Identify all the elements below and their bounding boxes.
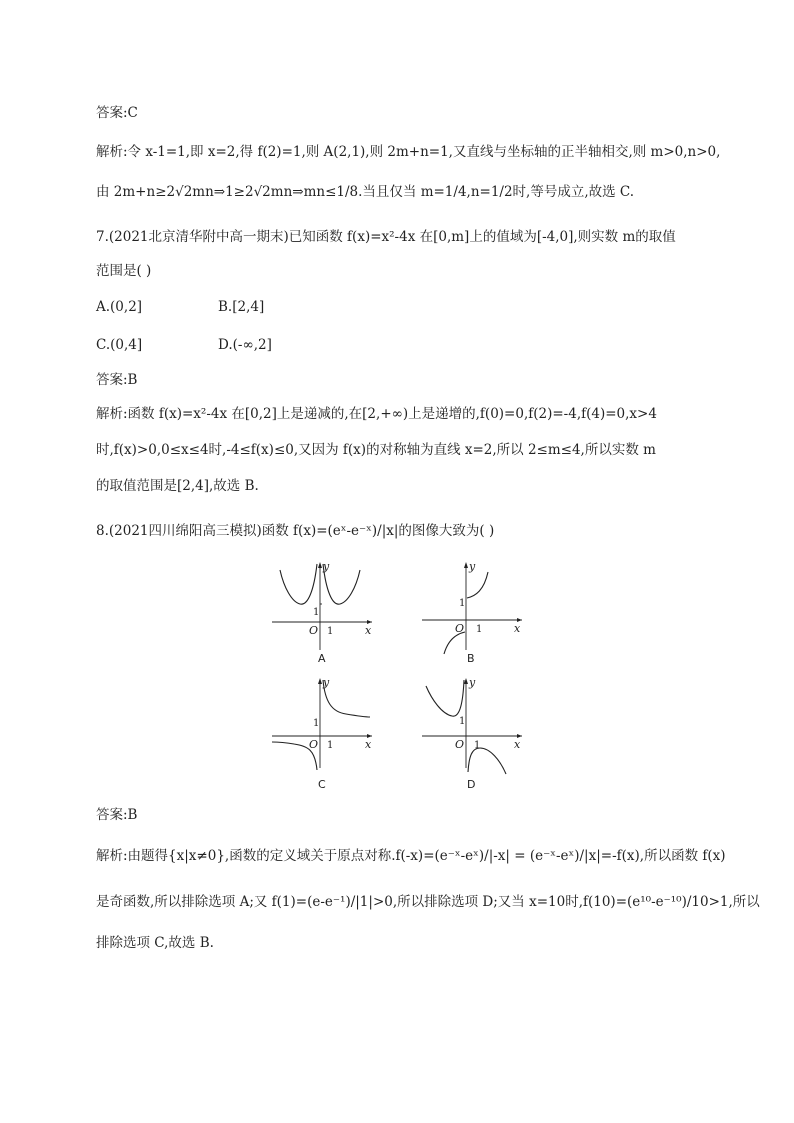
graph-b-y-tick: 1 bbox=[459, 598, 466, 609]
graph-c-y-tick: 1 bbox=[313, 718, 320, 729]
graph-d bbox=[418, 676, 528, 772]
graph-d-y-tick: 1 bbox=[459, 716, 466, 727]
graph-d-origin: O bbox=[455, 738, 465, 751]
graph-b-y-label: y bbox=[469, 560, 476, 573]
q6-answer: 答案:C bbox=[96, 105, 138, 121]
graph-b-origin: O bbox=[455, 622, 465, 635]
q8-analysis-line-3: 排除选项 C,故选 B. bbox=[96, 935, 214, 951]
q7-analysis-line-1: 解析:函数 f(x)=x²-4x 在[0,2]上是递减的,在[2,+∞)上是递增的,f(0)=0,f(2)=-4,f(4)=0,x>4 bbox=[96, 406, 657, 422]
graph-a-y-tick: 1 bbox=[313, 607, 320, 618]
q7-answer: 答案:B bbox=[96, 372, 138, 388]
q7-analysis-line-3: 的取值范围是[2,4],故选 B. bbox=[96, 478, 259, 494]
q7-option-c: C.(0,4] bbox=[96, 337, 143, 353]
graph-c-y-label: y bbox=[323, 676, 330, 689]
graph-c-origin: O bbox=[309, 738, 319, 751]
graph-a-x-label: x bbox=[365, 624, 372, 637]
graph-a-origin: O bbox=[309, 624, 319, 637]
q6-analysis-line-2: 由 2m+n≥2√2mn⇒1≥2√2mn⇒mn≤1/8.当且仅当 m=1/4,n=1/2时,等号成立,故选 C. bbox=[96, 184, 635, 200]
graph-c bbox=[268, 676, 378, 772]
graph-b-x-label: x bbox=[514, 622, 521, 635]
q8-stem: 8.(2021四川绵阳高三模拟)函数 f(x)=(eˣ-e⁻ˣ)/|x|的图像大致为( ) bbox=[96, 523, 495, 539]
graph-c-label: C bbox=[318, 778, 326, 791]
q8-answer: 答案:B bbox=[96, 807, 138, 823]
graph-a-y-label: y bbox=[323, 560, 330, 573]
q8-analysis-line-1: 解析:由题得{x|x≠0},函数的定义域关于原点对称.f(-x)=(e⁻ˣ-eˣ)/|-x| = (e⁻ˣ-eˣ)/|x|=-f(x),所以函数 f(x) bbox=[96, 848, 726, 864]
q7-stem-line-1: 7.(2021北京清华附中高一期末)已知函数 f(x)=x²-4x 在[0,m]上的值域为[-4,0],则实数 m的取值 bbox=[96, 229, 676, 245]
q7-analysis-line-2: 时,f(x)>0,0≤x≤4时,-4≤f(x)≤0,又因为 f(x)的对称轴为直线 x=2,所以 2≤m≤4,所以实数 m bbox=[96, 442, 656, 458]
graph-b-label: B bbox=[467, 652, 475, 665]
graph-d-label: D bbox=[467, 778, 476, 791]
q7-option-b: B.[2,4] bbox=[218, 299, 265, 315]
graph-a-x-tick: 1 bbox=[327, 626, 334, 637]
graph-a-label: A bbox=[318, 652, 326, 665]
graph-a bbox=[268, 560, 378, 652]
q7-option-d: D.(-∞,2] bbox=[218, 337, 272, 353]
graph-d-y-label: y bbox=[469, 676, 476, 689]
q8-analysis-line-2: 是奇函数,所以排除选项 A;又 f(1)=(e-e⁻¹)/|1|>0,所以排除选项 D;又当 x=10时,f(10)=(e¹⁰-e⁻¹⁰)/10>1,所以 bbox=[96, 894, 760, 910]
graph-b bbox=[418, 560, 528, 652]
q7-stem-line-2: 范围是( ) bbox=[96, 263, 152, 279]
q6-analysis-line-1: 解析:令 x-1=1,即 x=2,得 f(2)=1,则 A(2,1),则 2m+n=1,又直线与坐标轴的正半轴相交,则 m>0,n>0, bbox=[96, 144, 721, 160]
graph-d-x-label: x bbox=[514, 738, 521, 751]
graph-d-x-tick: 1 bbox=[474, 740, 481, 751]
graph-c-x-label: x bbox=[365, 738, 372, 751]
q7-option-a: A.(0,2] bbox=[96, 299, 143, 315]
graph-c-x-tick: 1 bbox=[327, 740, 334, 751]
graph-b-x-tick: 1 bbox=[476, 624, 483, 635]
